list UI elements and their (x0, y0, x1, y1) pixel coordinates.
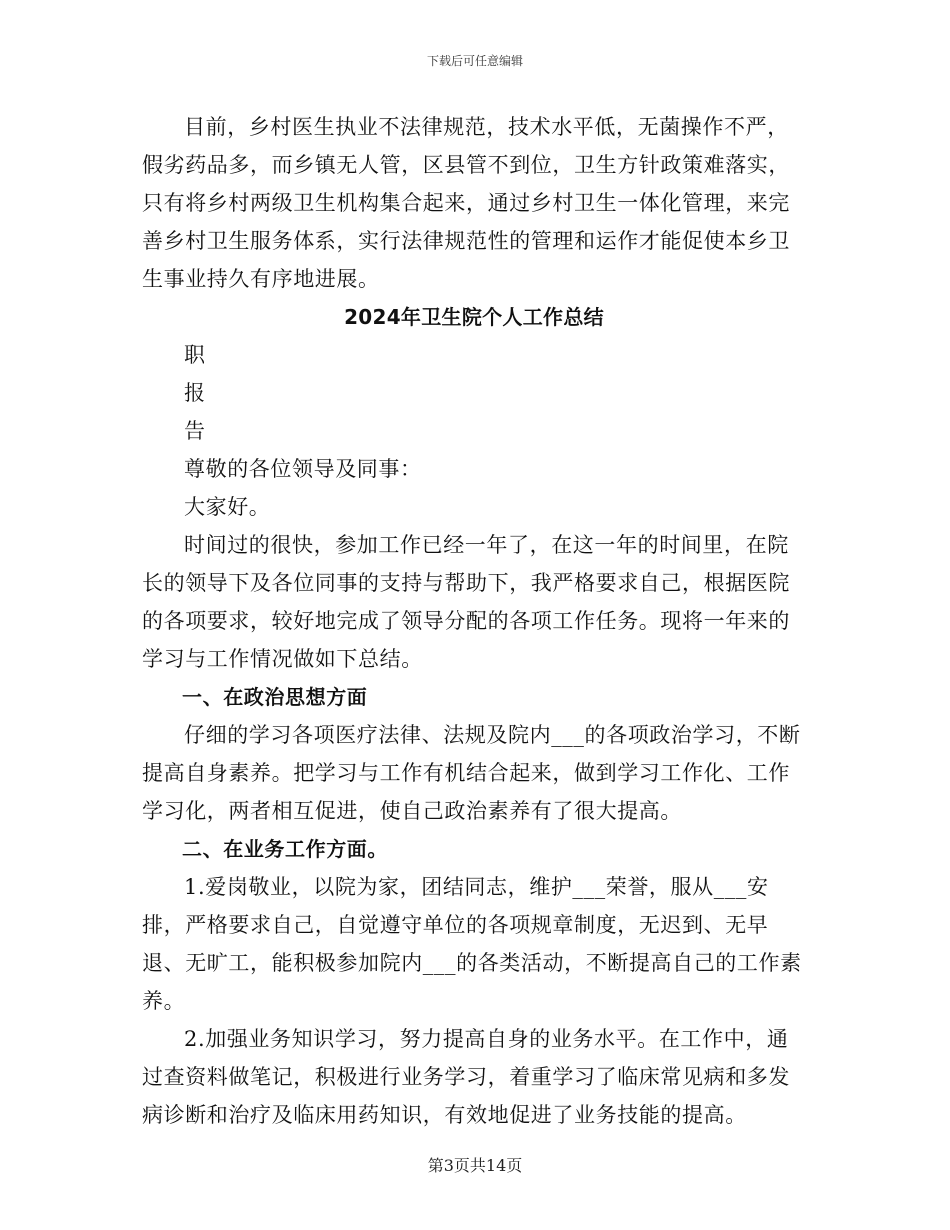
page-header: 下载后可任意编辑 (426, 54, 523, 68)
document-title: 2024年卫生院个人工作总结 (344, 305, 604, 329)
section-1-paragraph: 仔细的学习各项医疗法律、法规及院内___的各项政治学习，不断提高自身素养。把学习与工作有机结合起来，做到学习工作化、工作学习化，两者相互促进，使自己政治素养有了很大提高。 (142, 723, 801, 823)
page-footer: 第3页共14页 (427, 1156, 523, 1175)
vertical-char-2: 报 (184, 381, 206, 405)
list-item-2: 2.加强业务知识学习，努力提高自身的业务水平。在工作中，通过查资料做笔记，积极进行业务学习，着重学习了临床常见病和多发病诊断和治疗及临床用药知识，有效地促进了业务技能的提高。 (142, 1027, 790, 1127)
salutation: 尊敬的各位领导及同事： (184, 457, 422, 481)
section-2-heading: 二、在业务工作方面。 (182, 837, 388, 861)
opening-paragraph: 时间过的很快，参加工作已经一年了，在这一年的时间里，在院长的领导下及各位同事的支持与帮助下，我严格要求自己，根据医院的各项要求，较好地完成了领导分配的各项工作任务。现将一年来的学习与工作情况做如下总结。 (142, 533, 790, 671)
vertical-char-3: 告 (184, 419, 206, 443)
list-item-1: 1.爱岗敬业，以院为家，团结同志，维护___荣誉，服从___安排，严格要求自己，自觉遵守单位的各项规章制度，无迟到、无早退、无旷工，能积极参加院内___的各类活动，不断提高自己的工作素养。 (142, 875, 802, 1013)
intro-paragraph: 目前，乡村医生执业不法律规范，技术水平低，无菌操作不严，假劣药品多，而乡镇无人管，区县管不到位，卫生方针政策难落实，只有将乡村两级卫生机构集合起来，通过乡村卫生一体化管理，来完善乡村卫生服务体系，实行法律规范性的管理和运作才能促使本乡卫生事业持久有序地进展。 (142, 115, 790, 291)
section-1-heading: 一、在政治思想方面 (182, 685, 368, 709)
greeting: 大家好。 (184, 495, 271, 519)
document-body (142, 108, 806, 1134)
vertical-char-1: 职 (184, 343, 206, 367)
